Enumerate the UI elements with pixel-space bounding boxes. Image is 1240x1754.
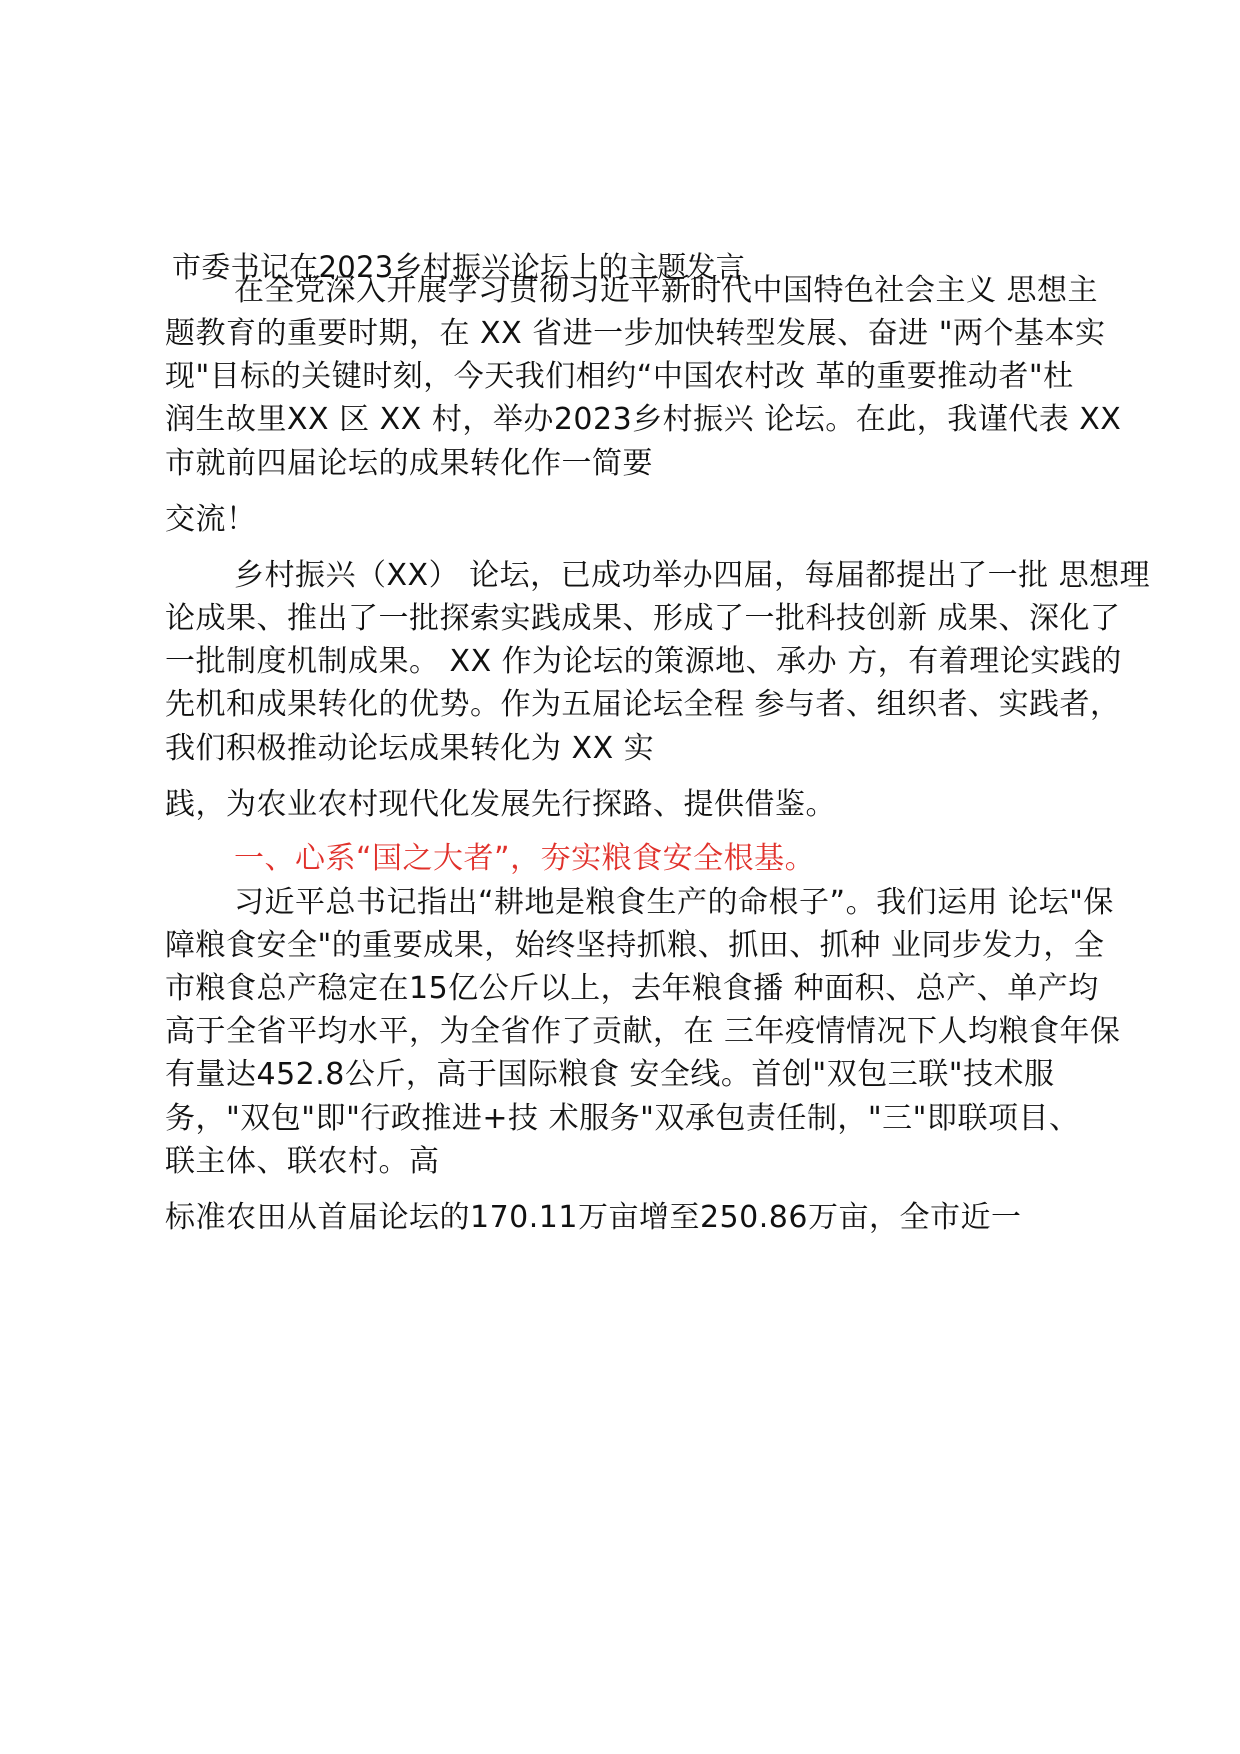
paragraph-line: 市粮食总产稳定在15亿公斤以上，去年粮食播 种面积、总产、单产均 xyxy=(165,971,1099,1006)
paragraph-line: 题教育的重要时期，在 XX 省进一步加快转型发展、奋进 "两个基本实 xyxy=(165,316,1106,351)
paragraph-line: 习近平总书记指出“耕地是粮食生产的命根子”。我们运用 论坛"保 xyxy=(234,885,1114,920)
paragraph-line: 论成果、推出了一批探索实践成果、形成了一批科技创新 成果、深化了 xyxy=(165,601,1121,636)
paragraph-line: 我们积极推动论坛成果转化为 XX 实 xyxy=(165,731,655,766)
paragraph-line: 务，"双包"即"行政推进+技 术服务"双承包责任制，"三"即联项目、 xyxy=(165,1101,1080,1136)
paragraph-line: 联主体、联农村。高 xyxy=(165,1144,440,1179)
paragraph-line: 先机和成果转化的优势。作为五届论坛全程 参与者、组织者、实践者， xyxy=(165,687,1121,722)
paragraph-line: 交流！ xyxy=(165,502,257,537)
paragraph-line: 障粮食安全"的重要成果，始终坚持抓粮、抓田、抓种 业同步发力，全 xyxy=(165,928,1105,963)
section-heading: 一、心系“国之大者”，夯实粮食安全根基。 xyxy=(234,841,816,876)
paragraph-line: 市就前四届论坛的成果转化作一简要 xyxy=(165,446,653,481)
paragraph-line: 标准农田从首届论坛的170.11万亩增至250.86万亩，全市近一 xyxy=(165,1200,1022,1235)
paragraph-line: 有量达452.8公斤，高于国际粮食 安全线。首创"双包三联"技术服 xyxy=(165,1057,1055,1092)
paragraph-line: 一批制度机制成果。 XX 作为论坛的策源地、承办 方，有着理论实践的 xyxy=(165,644,1122,679)
document-title: 市委书记在2023乡村振兴论坛上的主题发言 xyxy=(172,250,746,284)
paragraph-line: 润生故里XX 区 XX 村，举办2023乡村振兴 论坛。在此，我谨代表 XX xyxy=(165,402,1122,437)
paragraph-line: 乡村振兴（XX） 论坛，已成功举办四届，每届都提出了一批 思想理 xyxy=(234,558,1151,593)
paragraph-line: 践，为农业农村现代化发展先行探路、提供借鉴。 xyxy=(165,787,836,822)
paragraph-line: 现"目标的关键时刻，今天我们相约“中国农村改 革的重要推动者"杜 xyxy=(165,359,1074,394)
paragraph-line: 高于全省平均水平，为全省作了贡献，在 三年疫情情况下人均粮食年保 xyxy=(165,1014,1121,1049)
paragraph-line: 在全党深入开展学习贯彻习近平新时代中国特色社会主义 思想主 xyxy=(234,273,1099,308)
